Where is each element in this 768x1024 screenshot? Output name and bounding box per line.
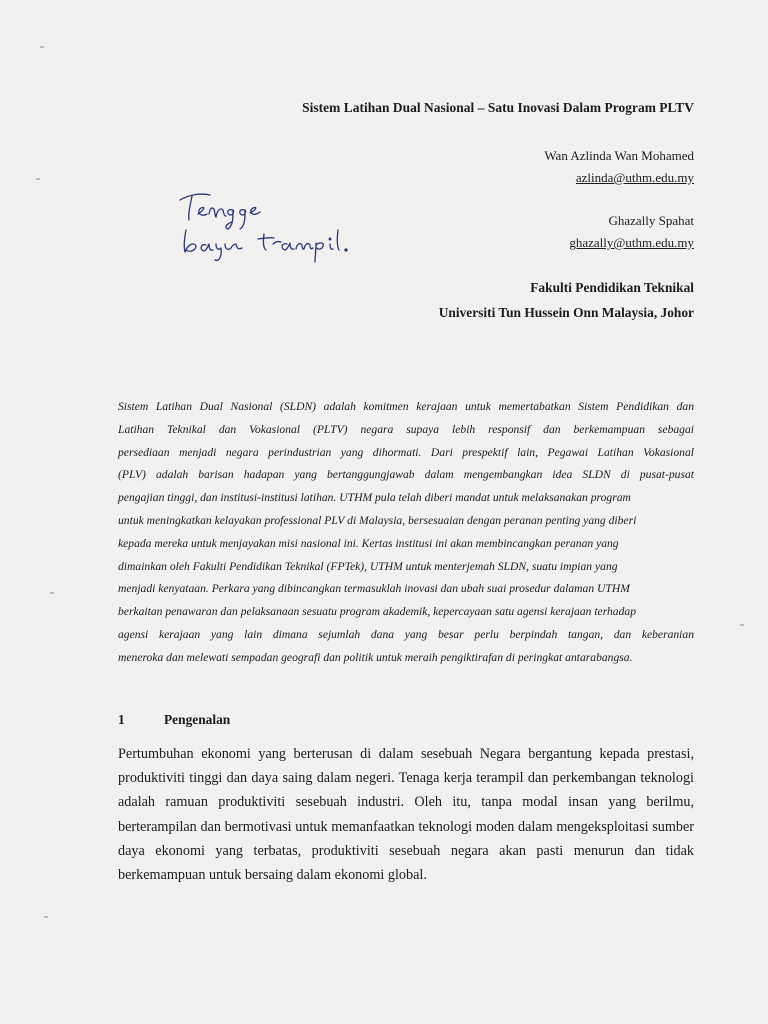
author-email[interactable]: azlinda@uthm.edu.my bbox=[575, 170, 694, 185]
section-heading bbox=[118, 712, 230, 728]
abstract-line: menjadi kenyataan. Perkara yang dibincangkan termasuklah inovasi dan ubah suai prosedur dalaman UTHM bbox=[118, 582, 630, 596]
abstract-line: persediaan menjadi negara perindustrian yang dihormati. Dari prespektif lain, Pegawai Latihan Vokasional bbox=[118, 445, 694, 459]
affiliation-faculty: Fakulti Pendidikan Teknikal bbox=[530, 280, 694, 295]
scan-speck bbox=[50, 592, 54, 594]
scan-speck bbox=[40, 46, 44, 48]
abstract-line: (PLV) adalah barisan hadapan yang bertanggungjawab dalam mengembangkan idea SLDN di pusat-pusat bbox=[118, 468, 694, 482]
abstract-line: meneroka dan melewati sempadan geografi dan politik untuk meraih pengiktirafan di peringkat antarabangsa. bbox=[118, 650, 633, 664]
body-line: daya ekonomi yang terbatas, produktiviti sesebuah negara akan pasti menurun dan tidak bbox=[118, 842, 694, 859]
author-name: Ghazally Spahat bbox=[608, 213, 694, 228]
body-line: berterampilan dan bermotivasi untuk memanfaatkan teknologi moden dalam mengeksploitasi sumber bbox=[118, 818, 694, 835]
abstract bbox=[118, 396, 694, 670]
paper-title: Sistem Latihan Dual Nasional – Satu Inovasi Dalam Program PLTV bbox=[302, 100, 694, 115]
abstract-line: berkaitan penawaran dan pelaksanaan sesuatu program akademik, kepercayaan satu agensi kerajaan terhadap bbox=[118, 605, 636, 619]
author-name: Wan Azlinda Wan Mohamed bbox=[544, 148, 694, 163]
body-line: produktiviti tinggi dan daya saing dalam negeri. Tenaga kerja terampil dan perkembangan teknologi bbox=[118, 770, 694, 787]
body-paragraph bbox=[118, 742, 694, 887]
section-number: 1 bbox=[118, 712, 125, 727]
affiliation-university: Universiti Tun Hussein Onn Malaysia, Johor bbox=[438, 305, 694, 320]
handwritten-note bbox=[176, 186, 366, 266]
scan-speck bbox=[740, 624, 744, 626]
scan-speck bbox=[36, 178, 40, 180]
abstract-line: dimainkan oleh Fakulti Pendidikan Teknikal (FPTek), UTHM untuk menterjemah SLDN, suatu impian yang bbox=[118, 559, 618, 573]
body-line: berkemampuan untuk bersaing dalam ekonomi global. bbox=[118, 867, 427, 884]
body-line: Pertumbuhan ekonomi yang berterusan di dalam sesebuah Negara bergantung kepada prestasi, bbox=[118, 746, 694, 762]
abstract-line: Latihan Teknikal dan Vokasional (PLTV) negara supaya lebih responsif dan berkemampuan sebagai bbox=[118, 422, 694, 436]
section-title: Pengenalan bbox=[164, 712, 231, 727]
abstract-line: agensi kerajaan yang lain dimana sejumlah dana yang besar perlu berpindah tangan, dan keberanian bbox=[118, 627, 694, 641]
abstract-line: kepada mereka untuk menjayakan misi nasional ini. Kertas institusi ini akan membincangkan peranan yang bbox=[118, 536, 619, 550]
author-email[interactable]: ghazally@uthm.edu.my bbox=[569, 235, 694, 250]
body-line: adalah ramuan produktiviti sesebuah industri. Oleh itu, tanpa modal insan yang berilmu, bbox=[118, 794, 694, 811]
scan-speck bbox=[44, 916, 48, 918]
abstract-line: Sistem Latihan Dual Nasional (SLDN) adalah komitmen kerajaan untuk memertabatkan Sistem Pendidikan dan bbox=[118, 400, 694, 413]
abstract-line: untuk meningkatkan kelayakan professional PLV di Malaysia, bersesuaian dengan peranan penting yang diberi bbox=[118, 513, 637, 527]
abstract-line: pengajian tinggi, dan institusi-institusi latihan. UTHM pula telah diberi mandat untuk melaksanakan program bbox=[118, 491, 631, 505]
